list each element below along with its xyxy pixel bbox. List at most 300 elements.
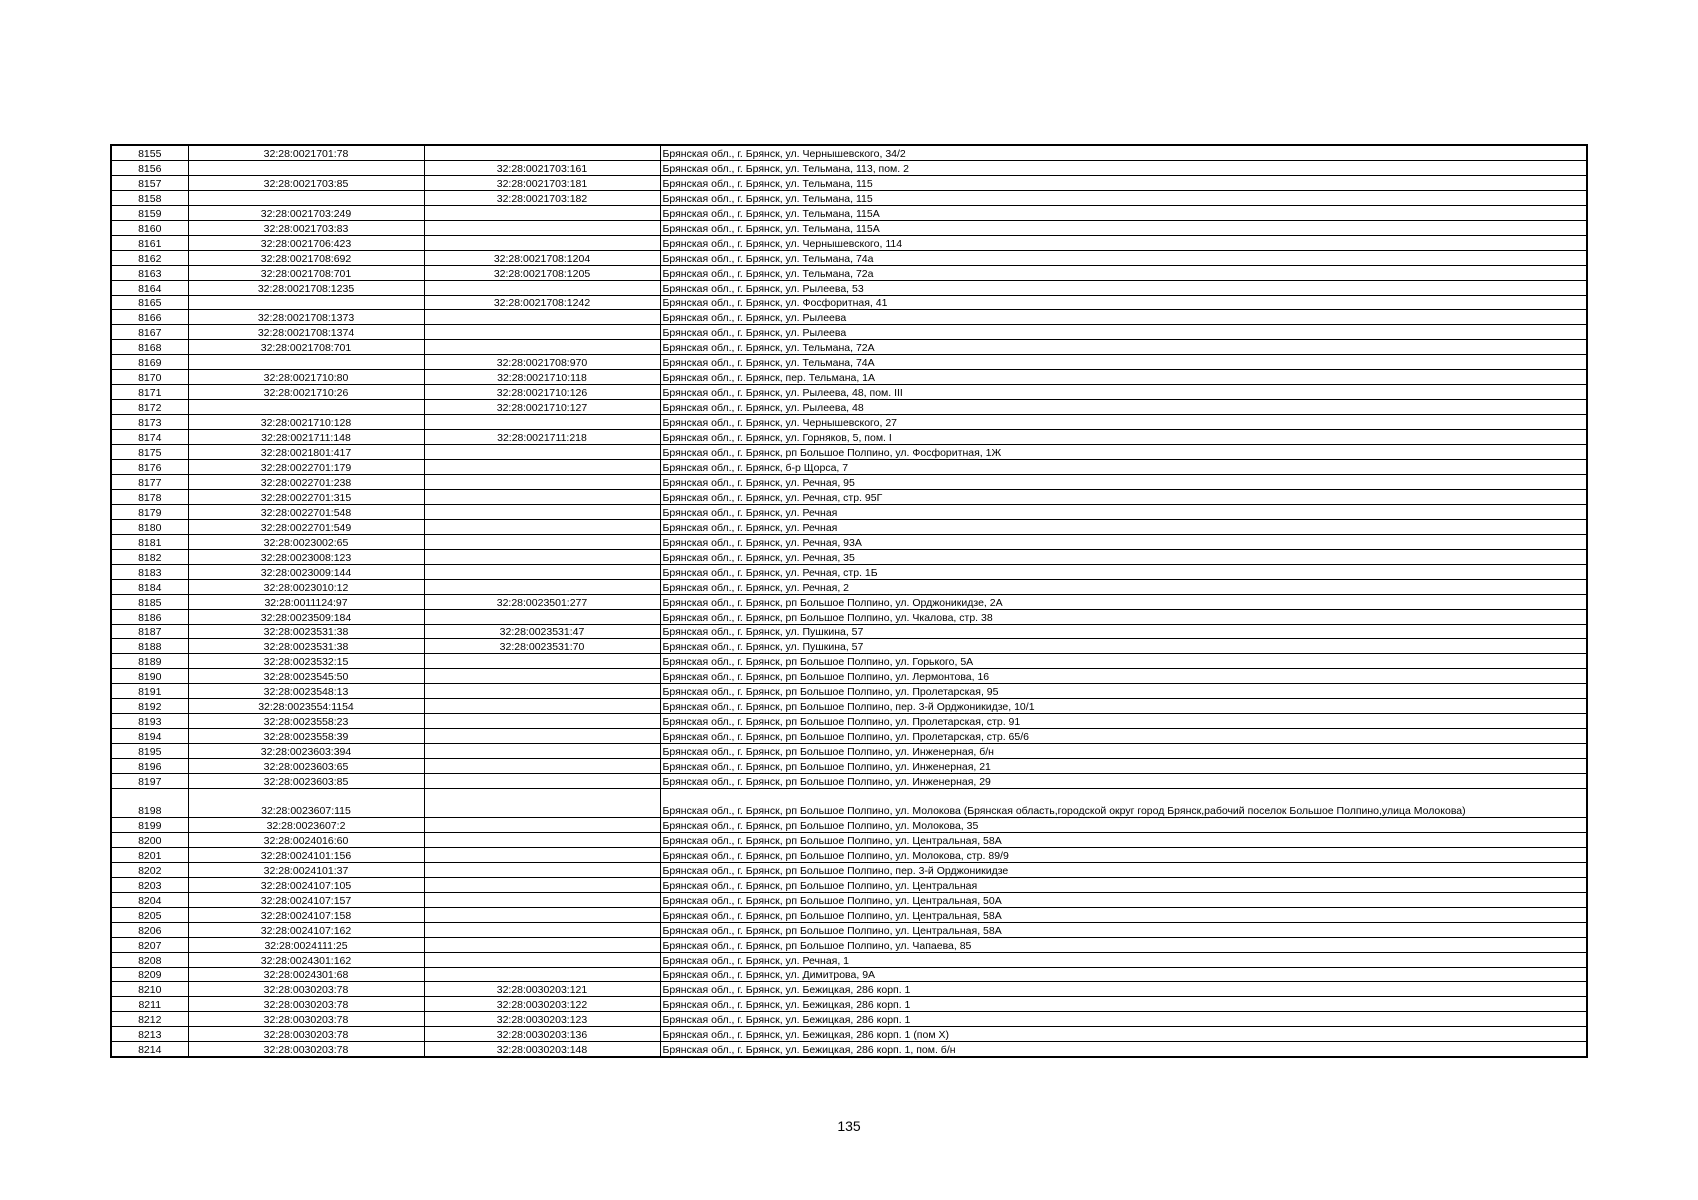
table-row	[111, 788, 1587, 817]
building-number-cell	[424, 474, 660, 489]
table-row	[111, 340, 1587, 355]
address-cell: Брянская обл., г. Брянск, ул. Тельмана, 72а	[660, 265, 1587, 280]
address-cell: Брянская обл., г. Брянск, рп Большое Полпино, ул. Пролетарская, стр. 91	[660, 714, 1587, 729]
building-number-cell	[424, 907, 660, 922]
building-number-cell	[424, 310, 660, 325]
parcel-number-cell: 32:28:0030203:78	[188, 982, 424, 997]
building-number-cell: 32:28:0021710:126	[424, 385, 660, 400]
table-row	[111, 504, 1587, 519]
table-row	[111, 235, 1587, 250]
address-cell: Брянская обл., г. Брянск, рп Большое Полпино, ул. Чапаева, 85	[660, 937, 1587, 952]
building-number-cell: 32:28:0023531:47	[424, 624, 660, 639]
address-cell: Брянская обл., г. Брянск, рп Большое Полпино, ул. Чкалова, стр. 38	[660, 609, 1587, 624]
parcel-number-cell: 32:28:0011124:97	[188, 594, 424, 609]
parcel-number-cell: 32:28:0023603:65	[188, 759, 424, 774]
address-cell: Брянская обл., г. Брянск, рп Большое Полпино, ул. Центральная	[660, 877, 1587, 892]
row-number-cell: 8159	[111, 205, 188, 220]
table-row	[111, 549, 1587, 564]
row-number-cell: 8161	[111, 235, 188, 250]
table-row	[111, 997, 1587, 1012]
building-number-cell: 32:28:0021703:181	[424, 175, 660, 190]
row-number-cell: 8188	[111, 639, 188, 654]
parcel-number-cell: 32:28:0030203:78	[188, 1012, 424, 1027]
parcel-number-cell: 32:28:0021703:83	[188, 220, 424, 235]
building-number-cell	[424, 325, 660, 340]
table-row	[111, 430, 1587, 445]
row-number-cell: 8213	[111, 1027, 188, 1042]
building-number-cell	[424, 967, 660, 982]
building-number-cell	[424, 892, 660, 907]
row-number-cell: 8184	[111, 579, 188, 594]
parcel-number-cell: 32:28:0021708:701	[188, 265, 424, 280]
building-number-cell	[424, 877, 660, 892]
address-cell: Брянская обл., г. Брянск, ул. Тельмана, 113, пом. 2	[660, 160, 1587, 175]
building-number-cell	[424, 937, 660, 952]
table-row	[111, 460, 1587, 475]
building-number-cell	[424, 220, 660, 235]
address-cell: Брянская обл., г. Брянск, ул. Бежицкая, 286 корп. 1 (пом X)	[660, 1027, 1587, 1042]
parcel-number-cell: 32:28:0021708:1373	[188, 310, 424, 325]
table-row	[111, 817, 1587, 832]
parcel-number-cell: 32:28:0021710:80	[188, 370, 424, 385]
table-row	[111, 250, 1587, 265]
table-row	[111, 699, 1587, 714]
table-row	[111, 967, 1587, 982]
table-row	[111, 624, 1587, 639]
building-number-cell	[424, 549, 660, 564]
address-cell: Брянская обл., г. Брянск, ул. Пушкина, 57	[660, 624, 1587, 639]
table-row	[111, 160, 1587, 175]
parcel-number-cell: 32:28:0023009:144	[188, 564, 424, 579]
parcel-number-cell: 32:28:0030203:78	[188, 997, 424, 1012]
table-row	[111, 579, 1587, 594]
parcel-number-cell: 32:28:0021708:1374	[188, 325, 424, 340]
row-number-cell: 8169	[111, 355, 188, 370]
parcel-number-cell: 32:28:0021710:128	[188, 415, 424, 430]
table-row	[111, 847, 1587, 862]
address-cell: Брянская обл., г. Брянск, ул. Чернышевского, 27	[660, 415, 1587, 430]
table-row	[111, 654, 1587, 669]
row-number-cell: 8175	[111, 445, 188, 460]
address-cell: Брянская обл., г. Брянск, ул. Бежицкая, 286 корп. 1	[660, 997, 1587, 1012]
table-row	[111, 744, 1587, 759]
row-number-cell: 8196	[111, 759, 188, 774]
address-cell: Брянская обл., г. Брянск, ул. Пушкина, 57	[660, 639, 1587, 654]
parcel-number-cell: 32:28:0021711:148	[188, 430, 424, 445]
address-cell: Брянская обл., г. Брянск, ул. Речная	[660, 519, 1587, 534]
table-row	[111, 937, 1587, 952]
address-cell: Брянская обл., г. Брянск, пер. Тельмана, 1А	[660, 370, 1587, 385]
building-number-cell: 32:28:0021708:1205	[424, 265, 660, 280]
row-number-cell: 8177	[111, 474, 188, 489]
building-number-cell	[424, 504, 660, 519]
row-number-cell: 8170	[111, 370, 188, 385]
address-cell: Брянская обл., г. Брянск, рп Большое Полпино, ул. Лермонтова, 16	[660, 669, 1587, 684]
parcel-number-cell: 32:28:0021708:701	[188, 340, 424, 355]
parcel-number-cell	[188, 355, 424, 370]
table-row	[111, 1027, 1587, 1042]
row-number-cell: 8198	[111, 788, 188, 817]
parcel-number-cell: 32:28:0024107:105	[188, 877, 424, 892]
address-cell: Брянская обл., г. Брянск, ул. Тельмана, 115	[660, 175, 1587, 190]
row-number-cell: 8176	[111, 460, 188, 475]
row-number-cell: 8193	[111, 714, 188, 729]
table-row	[111, 729, 1587, 744]
row-number-cell: 8199	[111, 817, 188, 832]
parcel-number-cell: 32:28:0022701:179	[188, 460, 424, 475]
building-number-cell: 32:28:0021710:118	[424, 370, 660, 385]
parcel-number-cell: 32:28:0023531:38	[188, 624, 424, 639]
parcel-number-cell	[188, 190, 424, 205]
table-row	[111, 265, 1587, 280]
parcel-number-cell: 32:28:0030203:78	[188, 1042, 424, 1057]
table-row	[111, 907, 1587, 922]
parcel-number-cell: 32:28:0024101:37	[188, 862, 424, 877]
parcel-number-cell: 32:28:0021801:417	[188, 445, 424, 460]
row-number-cell: 8208	[111, 952, 188, 967]
row-number-cell: 8174	[111, 430, 188, 445]
building-number-cell	[424, 519, 660, 534]
building-number-cell	[424, 862, 660, 877]
row-number-cell: 8214	[111, 1042, 188, 1057]
address-cell: Брянская обл., г. Брянск, ул. Бежицкая, 286 корп. 1	[660, 982, 1587, 997]
parcel-number-cell	[188, 400, 424, 415]
row-number-cell: 8172	[111, 400, 188, 415]
row-number-cell: 8185	[111, 594, 188, 609]
registry-table-body	[111, 145, 1587, 1057]
parcel-number-cell: 32:28:0022701:315	[188, 489, 424, 504]
address-cell: Брянская обл., г. Брянск, ул. Бежицкая, 286 корп. 1	[660, 1012, 1587, 1027]
table-row	[111, 564, 1587, 579]
table-row	[111, 445, 1587, 460]
row-number-cell: 8205	[111, 907, 188, 922]
row-number-cell: 8197	[111, 774, 188, 789]
address-cell: Брянская обл., г. Брянск, рп Большое Полпино, ул. Молокова (Брянская область,городской округ город Брянск,рабочий поселок Большое Полпино,улица Молокова)	[660, 788, 1587, 817]
parcel-number-cell: 32:28:0023603:85	[188, 774, 424, 789]
table-row	[111, 280, 1587, 295]
building-number-cell	[424, 922, 660, 937]
table-row	[111, 489, 1587, 504]
address-cell: Брянская обл., г. Брянск, ул. Речная, 35	[660, 549, 1587, 564]
row-number-cell: 8156	[111, 160, 188, 175]
row-number-cell: 8180	[111, 519, 188, 534]
parcel-number-cell: 32:28:0023548:13	[188, 684, 424, 699]
row-number-cell: 8211	[111, 997, 188, 1012]
row-number-cell: 8178	[111, 489, 188, 504]
building-number-cell: 32:28:0023501:277	[424, 594, 660, 609]
address-cell: Брянская обл., г. Брянск, рп Большое Полпино, пер. 3-й Орджоникидзе, 10/1	[660, 699, 1587, 714]
parcel-number-cell: 32:28:0023509:184	[188, 609, 424, 624]
row-number-cell: 8190	[111, 669, 188, 684]
parcel-number-cell: 32:28:0023558:39	[188, 729, 424, 744]
row-number-cell: 8192	[111, 699, 188, 714]
address-cell: Брянская обл., г. Брянск, ул. Фосфоритная, 41	[660, 295, 1587, 310]
table-row	[111, 684, 1587, 699]
table-row	[111, 190, 1587, 205]
building-number-cell	[424, 684, 660, 699]
table-row	[111, 862, 1587, 877]
building-number-cell	[424, 788, 660, 817]
row-number-cell: 8210	[111, 982, 188, 997]
address-cell: Брянская обл., г. Брянск, ул. Димитрова, 9А	[660, 967, 1587, 982]
parcel-number-cell: 32:28:0022701:548	[188, 504, 424, 519]
table-row	[111, 310, 1587, 325]
row-number-cell: 8182	[111, 549, 188, 564]
table-row	[111, 982, 1587, 997]
building-number-cell: 32:28:0021711:218	[424, 430, 660, 445]
building-number-cell: 32:28:0030203:136	[424, 1027, 660, 1042]
registry-table	[110, 144, 1588, 1058]
parcel-number-cell: 32:28:0023532:15	[188, 654, 424, 669]
row-number-cell: 8166	[111, 310, 188, 325]
row-number-cell: 8165	[111, 295, 188, 310]
table-row	[111, 205, 1587, 220]
address-cell: Брянская обл., г. Брянск, рп Большое Полпино, ул. Центральная, 58А	[660, 907, 1587, 922]
table-row	[111, 519, 1587, 534]
address-cell: Брянская обл., г. Брянск, рп Большое Полпино, ул. Горького, 5А	[660, 654, 1587, 669]
table-row	[111, 385, 1587, 400]
table-row	[111, 1012, 1587, 1027]
address-cell: Брянская обл., г. Брянск, рп Большое Полпино, ул. Пролетарская, стр. 65/6	[660, 729, 1587, 744]
building-number-cell	[424, 774, 660, 789]
building-number-cell: 32:28:0030203:122	[424, 997, 660, 1012]
building-number-cell	[424, 579, 660, 594]
building-number-cell	[424, 759, 660, 774]
row-number-cell: 8189	[111, 654, 188, 669]
address-cell: Брянская обл., г. Брянск, ул. Горняков, 5, пом. I	[660, 430, 1587, 445]
building-number-cell	[424, 340, 660, 355]
building-number-cell	[424, 847, 660, 862]
building-number-cell: 32:28:0023531:70	[424, 639, 660, 654]
row-number-cell: 8163	[111, 265, 188, 280]
building-number-cell: 32:28:0030203:121	[424, 982, 660, 997]
parcel-number-cell: 32:28:0021706:423	[188, 235, 424, 250]
building-number-cell	[424, 445, 660, 460]
parcel-number-cell	[188, 160, 424, 175]
table-row	[111, 639, 1587, 654]
address-cell: Брянская обл., г. Брянск, рп Большое Полпино, ул. Молокова, 35	[660, 817, 1587, 832]
building-number-cell	[424, 489, 660, 504]
row-number-cell: 8157	[111, 175, 188, 190]
address-cell: Брянская обл., г. Брянск, ул. Тельмана, 72А	[660, 340, 1587, 355]
parcel-number-cell: 32:28:0023603:394	[188, 744, 424, 759]
parcel-number-cell: 32:28:0023554:1154	[188, 699, 424, 714]
row-number-cell: 8179	[111, 504, 188, 519]
parcel-number-cell: 32:28:0024111:25	[188, 937, 424, 952]
table-row	[111, 534, 1587, 549]
building-number-cell	[424, 714, 660, 729]
table-row	[111, 355, 1587, 370]
address-cell: Брянская обл., г. Брянск, ул. Речная, стр. 95Г	[660, 489, 1587, 504]
parcel-number-cell: 32:28:0023545:50	[188, 669, 424, 684]
row-number-cell: 8164	[111, 280, 188, 295]
address-cell: Брянская обл., г. Брянск, ул. Чернышевского, 114	[660, 235, 1587, 250]
row-number-cell: 8168	[111, 340, 188, 355]
parcel-number-cell: 32:28:0021703:85	[188, 175, 424, 190]
building-number-cell: 32:28:0021708:970	[424, 355, 660, 370]
table-row	[111, 892, 1587, 907]
address-cell: Брянская обл., г. Брянск, рп Большое Полпино, ул. Инженерная, 21	[660, 759, 1587, 774]
address-cell: Брянская обл., г. Брянск, ул. Рылеева, 48	[660, 400, 1587, 415]
row-number-cell: 8194	[111, 729, 188, 744]
table-row	[111, 594, 1587, 609]
address-cell: Брянская обл., г. Брянск, ул. Тельмана, 74а	[660, 250, 1587, 265]
row-number-cell: 8155	[111, 145, 188, 160]
parcel-number-cell: 32:28:0024107:157	[188, 892, 424, 907]
table-row	[111, 774, 1587, 789]
row-number-cell: 8158	[111, 190, 188, 205]
row-number-cell: 8209	[111, 967, 188, 982]
building-number-cell	[424, 699, 660, 714]
table-row	[111, 1042, 1587, 1057]
building-number-cell: 32:28:0030203:148	[424, 1042, 660, 1057]
table-row	[111, 922, 1587, 937]
page-number: 135	[837, 1118, 861, 1134]
building-number-cell	[424, 832, 660, 847]
address-cell: Брянская обл., г. Брянск, рп Большое Полпино, ул. Центральная, 58А	[660, 832, 1587, 847]
address-cell: Брянская обл., г. Брянск, б-р Щорса, 7	[660, 460, 1587, 475]
address-cell: Брянская обл., г. Брянск, рп Большое Полпино, ул. Пролетарская, 95	[660, 684, 1587, 699]
parcel-number-cell: 32:28:0024107:158	[188, 907, 424, 922]
address-cell: Брянская обл., г. Брянск, рп Большое Полпино, ул. Центральная, 50А	[660, 892, 1587, 907]
building-number-cell	[424, 205, 660, 220]
building-number-cell	[424, 729, 660, 744]
row-number-cell: 8186	[111, 609, 188, 624]
table-row	[111, 400, 1587, 415]
parcel-number-cell: 32:28:0030203:78	[188, 1027, 424, 1042]
address-cell: Брянская обл., г. Брянск, ул. Тельмана, 115А	[660, 220, 1587, 235]
table-row	[111, 370, 1587, 385]
table-row	[111, 877, 1587, 892]
row-number-cell: 8171	[111, 385, 188, 400]
building-number-cell: 32:28:0021708:1204	[424, 250, 660, 265]
row-number-cell: 8202	[111, 862, 188, 877]
table-row	[111, 295, 1587, 310]
parcel-number-cell: 32:28:0024101:156	[188, 847, 424, 862]
row-number-cell: 8200	[111, 832, 188, 847]
building-number-cell	[424, 534, 660, 549]
table-row	[111, 474, 1587, 489]
parcel-number-cell: 32:28:0024016:60	[188, 832, 424, 847]
row-number-cell: 8212	[111, 1012, 188, 1027]
building-number-cell: 32:28:0030203:123	[424, 1012, 660, 1027]
row-number-cell: 8207	[111, 937, 188, 952]
table-row	[111, 175, 1587, 190]
building-number-cell	[424, 654, 660, 669]
building-number-cell: 32:28:0021703:161	[424, 160, 660, 175]
address-cell: Брянская обл., г. Брянск, ул. Тельмана, 115А	[660, 205, 1587, 220]
table-row	[111, 145, 1587, 160]
row-number-cell: 8162	[111, 250, 188, 265]
address-cell: Брянская обл., г. Брянск, ул. Речная, 95	[660, 474, 1587, 489]
row-number-cell: 8195	[111, 744, 188, 759]
building-number-cell	[424, 460, 660, 475]
parcel-number-cell: 32:28:0024301:68	[188, 967, 424, 982]
parcel-number-cell: 32:28:0023008:123	[188, 549, 424, 564]
building-number-cell	[424, 280, 660, 295]
address-cell: Брянская обл., г. Брянск, ул. Речная, 93А	[660, 534, 1587, 549]
table-row	[111, 952, 1587, 967]
building-number-cell	[424, 669, 660, 684]
building-number-cell	[424, 145, 660, 160]
parcel-number-cell: 32:28:0023607:2	[188, 817, 424, 832]
table-row	[111, 415, 1587, 430]
building-number-cell	[424, 952, 660, 967]
address-cell: Брянская обл., г. Брянск, ул. Рылеева	[660, 325, 1587, 340]
parcel-number-cell: 32:28:0021710:26	[188, 385, 424, 400]
parcel-number-cell: 32:28:0021701:78	[188, 145, 424, 160]
address-cell: Брянская обл., г. Брянск, рп Большое Полпино, ул. Инженерная, б/н	[660, 744, 1587, 759]
address-cell: Брянская обл., г. Брянск, ул. Речная, 2	[660, 579, 1587, 594]
address-cell: Брянская обл., г. Брянск, рп Большое Полпино, ул. Центральная, 58А	[660, 922, 1587, 937]
address-cell: Брянская обл., г. Брянск, ул. Рылеева, 48, пом. III	[660, 385, 1587, 400]
building-number-cell	[424, 415, 660, 430]
table-row	[111, 609, 1587, 624]
address-cell: Брянская обл., г. Брянск, ул. Рылеева, 53	[660, 280, 1587, 295]
table-row	[111, 669, 1587, 684]
address-cell: Брянская обл., г. Брянск, ул. Чернышевского, 34/2	[660, 145, 1587, 160]
table-row	[111, 832, 1587, 847]
address-cell: Брянская обл., г. Брянск, ул. Тельмана, 115	[660, 190, 1587, 205]
parcel-number-cell: 32:28:0022701:549	[188, 519, 424, 534]
row-number-cell: 8187	[111, 624, 188, 639]
building-number-cell: 32:28:0021710:127	[424, 400, 660, 415]
table-row	[111, 714, 1587, 729]
address-cell: Брянская обл., г. Брянск, рп Большое Полпино, ул. Инженерная, 29	[660, 774, 1587, 789]
parcel-number-cell: 32:28:0021703:249	[188, 205, 424, 220]
row-number-cell: 8206	[111, 922, 188, 937]
parcel-number-cell: 32:28:0022701:238	[188, 474, 424, 489]
row-number-cell: 8167	[111, 325, 188, 340]
building-number-cell	[424, 564, 660, 579]
parcel-number-cell: 32:28:0023558:23	[188, 714, 424, 729]
address-cell: Брянская обл., г. Брянск, рп Большое Полпино, ул. Молокова, стр. 89/9	[660, 847, 1587, 862]
address-cell: Брянская обл., г. Брянск, ул. Речная, стр. 1Б	[660, 564, 1587, 579]
address-cell: Брянская обл., г. Брянск, рп Большое Полпино, пер. 3-й Орджоникидзе	[660, 862, 1587, 877]
address-cell: Брянская обл., г. Брянск, ул. Тельмана, 74А	[660, 355, 1587, 370]
parcel-number-cell: 32:28:0021708:1235	[188, 280, 424, 295]
building-number-cell: 32:28:0021703:182	[424, 190, 660, 205]
building-number-cell	[424, 609, 660, 624]
building-number-cell	[424, 817, 660, 832]
building-number-cell	[424, 235, 660, 250]
parcel-number-cell: 32:28:0024107:162	[188, 922, 424, 937]
table-row	[111, 759, 1587, 774]
parcel-number-cell: 32:28:0023002:65	[188, 534, 424, 549]
row-number-cell: 8183	[111, 564, 188, 579]
building-number-cell	[424, 744, 660, 759]
building-number-cell: 32:28:0021708:1242	[424, 295, 660, 310]
row-number-cell: 8191	[111, 684, 188, 699]
row-number-cell: 8201	[111, 847, 188, 862]
row-number-cell: 8204	[111, 892, 188, 907]
row-number-cell: 8181	[111, 534, 188, 549]
address-cell: Брянская обл., г. Брянск, ул. Бежицкая, 286 корп. 1, пом. б/н	[660, 1042, 1587, 1057]
parcel-number-cell	[188, 295, 424, 310]
parcel-number-cell: 32:28:0023531:38	[188, 639, 424, 654]
address-cell: Брянская обл., г. Брянск, ул. Речная, 1	[660, 952, 1587, 967]
parcel-number-cell: 32:28:0023010:12	[188, 579, 424, 594]
table-row	[111, 220, 1587, 235]
row-number-cell: 8160	[111, 220, 188, 235]
parcel-number-cell: 32:28:0024301:162	[188, 952, 424, 967]
table-row	[111, 325, 1587, 340]
address-cell: Брянская обл., г. Брянск, рп Большое Полпино, ул. Фосфоритная, 1Ж	[660, 445, 1587, 460]
parcel-number-cell: 32:28:0023607:115	[188, 788, 424, 817]
address-cell: Брянская обл., г. Брянск, ул. Речная	[660, 504, 1587, 519]
row-number-cell: 8173	[111, 415, 188, 430]
address-cell: Брянская обл., г. Брянск, рп Большое Полпино, ул. Орджоникидзе, 2А	[660, 594, 1587, 609]
